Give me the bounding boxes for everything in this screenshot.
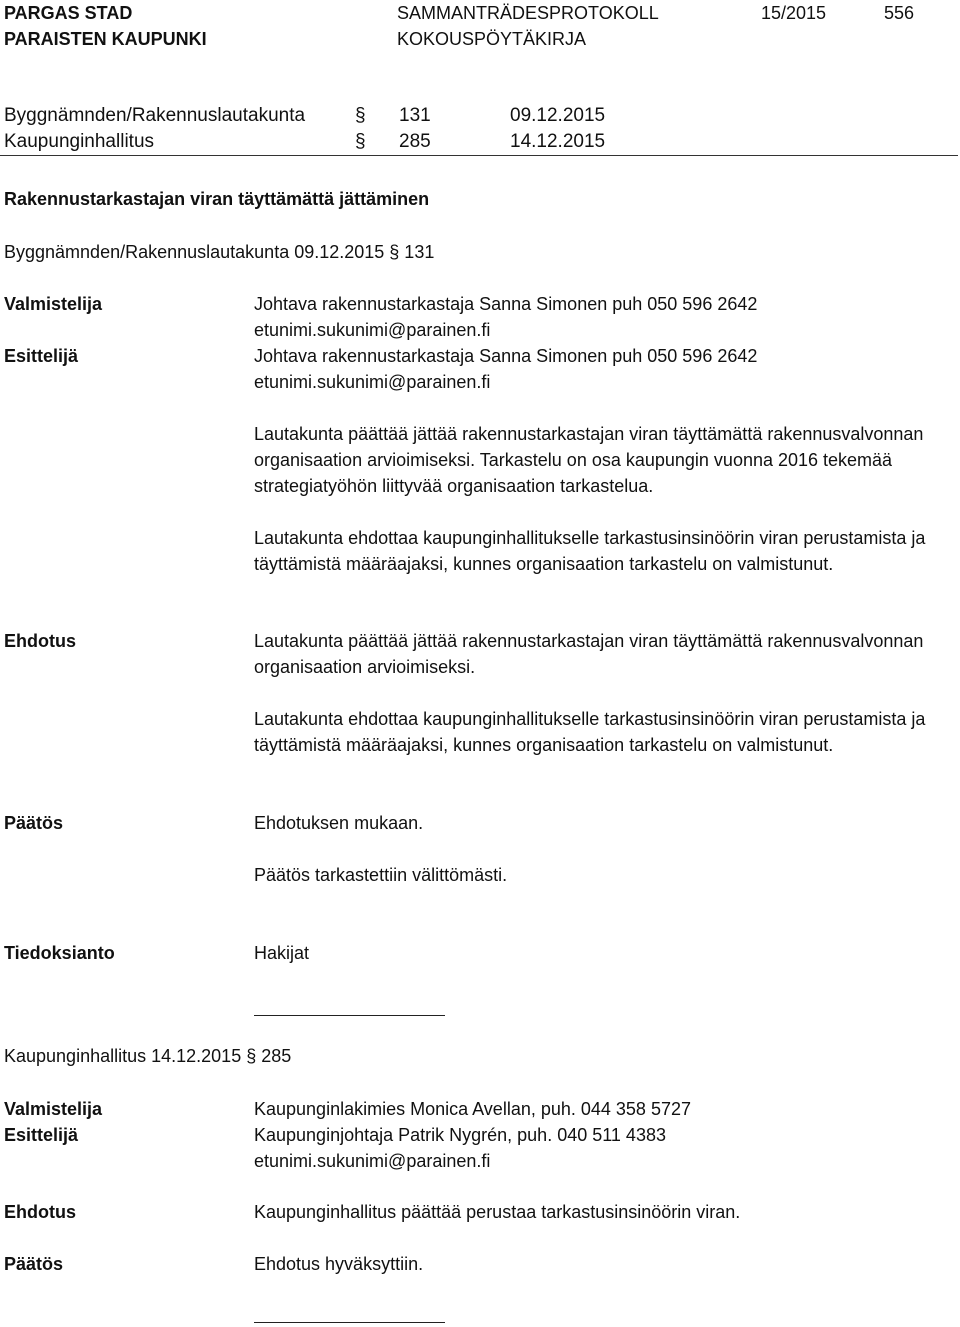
section-number: 285	[399, 131, 431, 152]
meeting-date: 14.12.2015	[510, 131, 606, 152]
org-name-sv: PARGAS STAD	[4, 3, 133, 23]
section-sign: §	[355, 131, 366, 152]
doc-type-fi: KOKOUSPÖYTÄKIRJA	[397, 29, 587, 49]
decision-text: Päätös tarkastettiin välittömästi.	[254, 865, 508, 885]
proposal-text: Kaupunginhallitus päättää perustaa tarkastusinsinöörin viran.	[254, 1202, 741, 1222]
doc-type-sv: SAMMANTRÄDESPROTOKOLL	[397, 3, 659, 23]
decision-label: Päätös	[4, 1254, 64, 1274]
page-number: 556	[884, 3, 915, 23]
body-name: Kaupunginhallitus	[4, 131, 155, 152]
preparer-text: Johtava rakennustarkastaja Sanna Simonen puh 050 596 2642	[254, 294, 758, 314]
proposal-label: Ehdotus	[4, 1202, 76, 1222]
separator-line	[254, 1015, 445, 1016]
decision-text: Ehdotus hyväksyttiin.	[254, 1254, 424, 1274]
presenter-label: Esittelijä	[4, 346, 79, 366]
preparer-label: Valmistelija	[4, 294, 103, 314]
presenter-email: etunimi.sukunimi@parainen.fi	[254, 372, 491, 392]
preparer-label: Valmistelija	[4, 1099, 103, 1119]
matter-title: Rakennustarkastajan viran täyttämättä jättäminen	[4, 189, 430, 209]
preparer-text: Kaupunginlakimies Monica Avellan, puh. 044 358 5727	[254, 1099, 691, 1119]
presenter-text: Johtava rakennustarkastaja Sanna Simonen puh 050 596 2642	[254, 346, 758, 366]
header-divider	[0, 155, 958, 156]
notification-label: Tiedoksianto	[4, 943, 115, 963]
separator-line	[254, 1322, 445, 1323]
decision-label: Päätös	[4, 813, 64, 833]
section-heading-2: Kaupunginhallitus 14.12.2015 § 285	[4, 1046, 292, 1066]
proposal-paragraph: Lautakunta ehdottaa kaupunginhallitukselle tarkastusinsinöörin viran perustamista ja täyttämistä määräajaksi, kunnes organisaation tarkastelu on valmistunut.	[254, 709, 926, 755]
section-sign: §	[355, 105, 366, 126]
section-number: 131	[399, 105, 431, 126]
presenter-email: etunimi.sukunimi@parainen.fi	[254, 1151, 491, 1171]
proposal-paragraph: Lautakunta päättää jättää rakennustarkastajan viran täyttämättä rakennusvalvonnan organisaation arvioimiseksi.	[254, 631, 924, 677]
preparer-email: etunimi.sukunimi@parainen.fi	[254, 320, 491, 340]
protocol-number: 15/2015	[761, 3, 827, 23]
body-paragraph: Lautakunta ehdottaa kaupunginhallitukselle tarkastusinsinöörin viran perustamista ja täyttämistä määräajaksi, kunnes organisaation tarkastelu on valmistunut.	[254, 528, 926, 574]
meeting-date: 09.12.2015	[510, 105, 606, 126]
presenter-label: Esittelijä	[4, 1125, 79, 1145]
body-paragraph: Lautakunta päättää jättää rakennustarkastajan viran täyttämättä rakennusvalvonnan organisaation arvioimiseksi. Tarkastelu on osa kaupungin vuonna 2016 tekemää strategiatyöhön liittyvää organisaation tarkastelua.	[254, 424, 924, 496]
presenter-text: Kaupunginjohtaja Patrik Nygrén, puh. 040 511 4383	[254, 1125, 666, 1145]
org-name-fi: PARAISTEN KAUPUNKI	[4, 29, 207, 49]
decision-text: Ehdotuksen mukaan.	[254, 813, 424, 833]
section-heading-1: Byggnämnden/Rakennuslautakunta 09.12.2015 § 131	[4, 242, 435, 262]
body-name: Byggnämnden/Rakennuslautakunta	[4, 105, 306, 126]
proposal-label: Ehdotus	[4, 631, 76, 651]
notification-text: Hakijat	[254, 943, 310, 963]
